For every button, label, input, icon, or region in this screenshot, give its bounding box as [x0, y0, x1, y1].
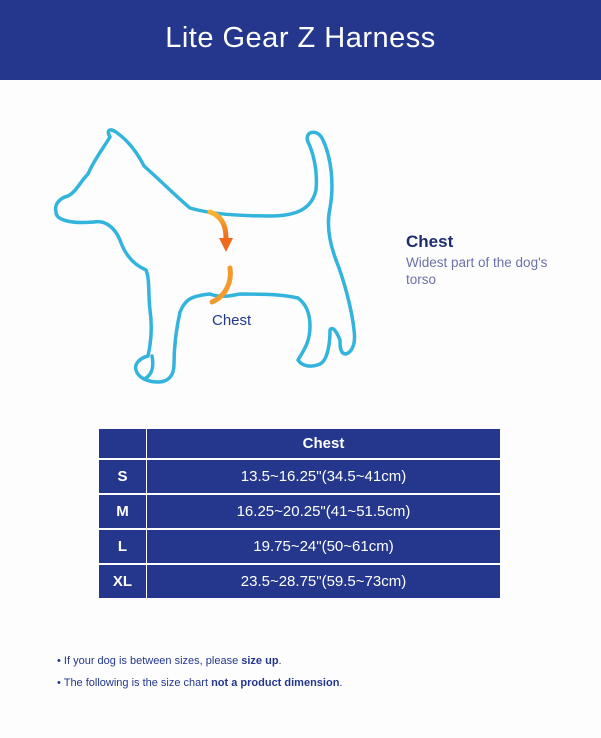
chest-cell: 16.25~20.25"(41~51.5cm) — [147, 494, 501, 529]
chest-cell: 23.5~28.75"(59.5~73cm) — [147, 564, 501, 598]
chest-arrow-top — [210, 212, 226, 238]
table-row — [99, 564, 500, 598]
table-row — [99, 529, 500, 564]
note-text: If your dog is between sizes, please — [63, 655, 242, 667]
chest-illustration-label: Chest — [212, 312, 252, 329]
size-chart-table — [99, 429, 500, 598]
page-title: Lite Gear Z Harness — [165, 21, 436, 54]
table-header-blank — [99, 429, 147, 459]
header-banner — [0, 0, 601, 80]
table-row — [99, 494, 500, 529]
chest-cell: 13.5~16.25"(34.5~41cm) — [147, 459, 501, 494]
note-tail: . — [278, 655, 282, 667]
measurement-description — [406, 232, 556, 288]
note-emphasis: size up — [241, 655, 279, 667]
size-cell: S — [99, 459, 147, 494]
size-cell: M — [99, 494, 147, 529]
size-cell: L — [99, 529, 147, 564]
table-header-chest: Chest — [147, 429, 501, 459]
note-tail: . — [339, 677, 343, 689]
dog-outline-illustration — [40, 120, 370, 390]
measurement-text: Widest part of the dog's torso — [406, 255, 548, 287]
chest-arrow-head — [219, 238, 233, 252]
chest-cell: 19.75~24"(50~61cm) — [147, 529, 501, 564]
dog-inner-leg-line — [146, 356, 153, 378]
note-bullet: • — [57, 677, 61, 689]
size-cell: XL — [99, 564, 147, 598]
size-notes — [57, 652, 342, 696]
note-bullet: • — [57, 655, 61, 667]
table-row — [99, 459, 500, 494]
note-text: The following is the size chart — [63, 677, 212, 689]
note-item — [57, 674, 342, 696]
note-item — [57, 652, 342, 674]
dog-outline — [56, 130, 355, 382]
table-header-row — [99, 429, 500, 459]
measurement-title: Chest — [406, 232, 454, 251]
note-emphasis: not a product dimension — [211, 677, 340, 689]
